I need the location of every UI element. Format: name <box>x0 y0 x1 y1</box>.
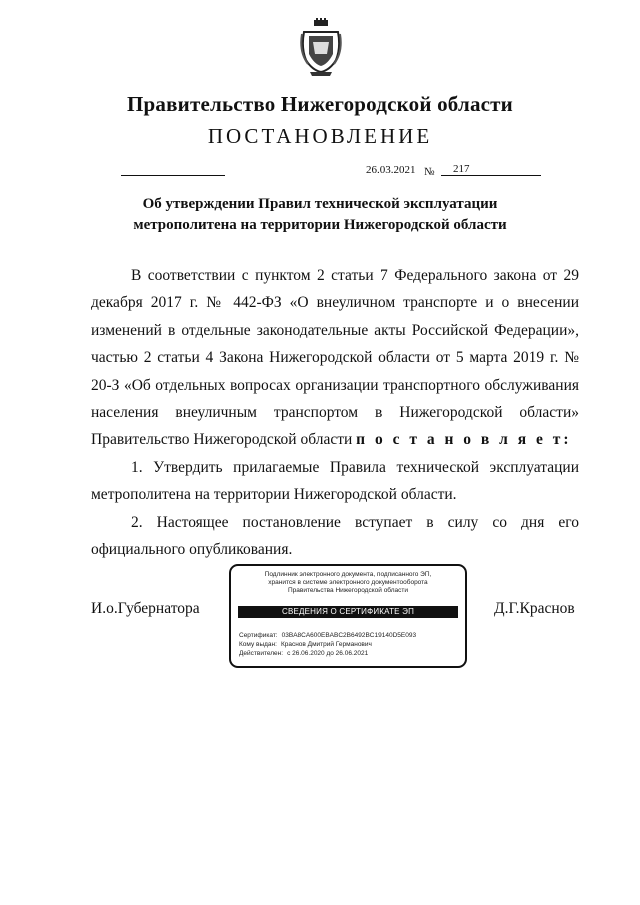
issued-to-label: Кому выдан: <box>239 641 277 648</box>
signer-title: И.о.Губернатора <box>91 600 200 617</box>
stamp-note-line-3: Правительства Нижегородской области <box>287 587 409 594</box>
certificate-label: Сертификат: <box>239 632 278 639</box>
stamp-issued-row <box>239 641 372 649</box>
government-title: Правительство Нижегородской области <box>127 92 513 116</box>
coat-of-arms-icon <box>300 18 342 78</box>
stamp-note <box>239 571 457 595</box>
item-2: 2. Настоящее постановление вступает в силу со дня его официального опубликования. <box>91 513 579 559</box>
blank-line <box>121 175 225 176</box>
heading-line-2: метрополитена на территории Нижегородской области <box>133 217 507 233</box>
stamp-valid-row <box>239 650 368 658</box>
signer-name: Д.Г.Краснов <box>494 600 575 617</box>
stamp-certificate-header: СВЕДЕНИЯ О СЕРТИФИКАТЕ ЭП <box>238 606 458 618</box>
certificate-value: 03BA8CA600EBABC2B6492BC19140D5E093 <box>281 632 417 639</box>
number-sign: № <box>424 166 435 178</box>
preamble-text: В соответствии с пунктом 2 статьи 7 Федерального закона от 29 декабря 2017 г. № 442-ФЗ «О внеуличном транспорте и о внесении изменений в отдельные законодательные акты Российской Федерации», частью 2 статьи 4 Закона Нижегородской области от 5 марта 2019 г. № 20-З «Об отдельных вопросах организации транспортного обслуживания населения внеуличным транспортом в Нижегородской области» Правительство Нижегородской области <box>91 267 579 449</box>
stamp-certificate-row <box>239 632 416 640</box>
document-date: 26.03.2021 <box>366 164 416 176</box>
preamble-paragraph <box>91 262 579 454</box>
document-type: ПОСТАНОВЛЕНИЕ <box>207 124 433 148</box>
stamp-note-line-2: хранится в системе электронного документооборота <box>268 579 428 586</box>
e-signature-stamp <box>229 564 467 668</box>
valid-value: с 26.06.2020 до 26.06.2021 <box>287 650 369 657</box>
stamp-note-line-1: Подлинник электронного документа, подписанного ЭП, <box>264 571 432 578</box>
issued-to-value: Краснов Дмитрий Германович <box>280 641 372 648</box>
document-number: 217 <box>441 163 541 176</box>
item-1: 1. Утвердить прилагаемые Правила технической эксплуатации метрополитена на территории Нижегородской области. <box>91 458 579 504</box>
valid-label: Действителен: <box>239 650 284 657</box>
decree-word: п о с т а н о в л я е т: <box>356 431 572 449</box>
heading-line-1: Об утверждении Правил технической эксплуатации <box>142 196 498 212</box>
document-body <box>91 262 579 563</box>
document-heading <box>0 194 640 236</box>
